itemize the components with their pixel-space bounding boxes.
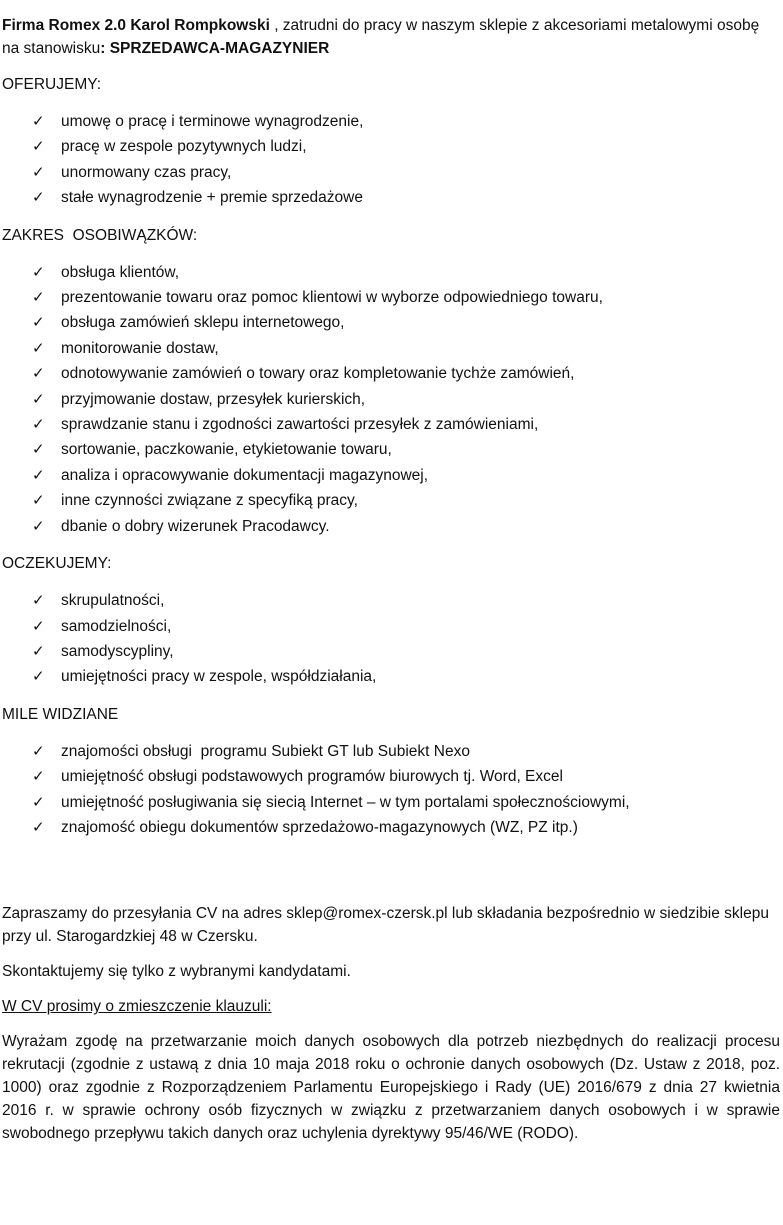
list-item: ✓ sortowanie, paczkowanie, etykietowanie towaru, [2, 437, 780, 462]
offer-list [2, 109, 780, 211]
checkmark-icon: ✓ [32, 641, 45, 660]
checkmark-icon: ✓ [32, 364, 45, 383]
contact-note: Skontaktujemy się tylko z wybranymi kandydatami. [2, 963, 351, 981]
gdpr-clause: Wyrażam zgodę na przetwarzanie moich danych osobowych dla potrzeb niezbędnych do realizacji procesu rekrutacji (zgodnie z ustawą z dnia 10 maja 2018 roku o ochronie danych osobowych (Dz. Ustaw z 2018, poz. 1000) oraz zgodnie z Rozporządzeniem Parlamentu Europejskiego i Rady (UE) 2016/679 z dnia 27 kwietnia 2016 r. w sprawie ochrony osób fizycznych w związku z przetwarzaniem danych osobowych i w sprawie swobodnego przepływu takich danych oraz uchylenia dyrektywy 95/46/WE (RODO). [2, 1033, 780, 1143]
list-item: ✓ znajomości obsługi programu Subiekt GT lub Subiekt Nexo [2, 739, 780, 764]
list-item: ✓ umiejętności pracy w zespole, współdziałania, [2, 664, 780, 689]
checkmark-icon: ✓ [32, 288, 45, 307]
checkmark-icon: ✓ [32, 188, 45, 207]
list-item: ✓ odnotowywanie zamówień o towary oraz kompletowanie tychże zamówień, [2, 361, 780, 386]
list-item: ✓ umowę o pracę i terminowe wynagrodzenie, [2, 109, 780, 134]
list-item: ✓ dbanie o dobry wizerunek Pracodawcy. [2, 514, 780, 539]
blank-space [2, 853, 780, 902]
intro-paragraph [2, 14, 780, 60]
list-item: ✓ przyjmowanie dostaw, przesyłek kurierskich, [2, 387, 780, 412]
list-item: ✓ analiza i opracowywanie dokumentacji magazynowej, [2, 463, 780, 488]
list-item: ✓ obsługa zamówień sklepu internetowego, [2, 310, 780, 335]
list-item: ✓ stałe wynagrodzenie + premie sprzedażowe [2, 185, 780, 210]
checkmark-icon: ✓ [32, 792, 45, 811]
list-item: ✓ skrupulatności, [2, 588, 780, 613]
clause-heading: W CV prosimy o zmieszczenie klauzuli: [2, 998, 272, 1016]
list-item: ✓ monitorowanie dostaw, [2, 336, 780, 361]
checkmark-icon: ✓ [32, 767, 45, 786]
checkmark-icon: ✓ [32, 338, 45, 357]
company-name: Firma Romex 2.0 Karol Rompkowski [2, 17, 270, 34]
checkmark-icon: ✓ [32, 137, 45, 156]
checkmark-icon: ✓ [32, 389, 45, 408]
list-item: ✓ umiejętność posługiwania się siecią Internet – w tym portalami społecznościowymi, [2, 790, 780, 815]
checkmark-icon: ✓ [32, 262, 45, 281]
checkmark-icon: ✓ [32, 313, 45, 332]
section-heading-duties: ZAKRES OSOBIWĄZKÓW: [2, 226, 198, 244]
contact-invitation: Zapraszamy do przesyłania CV na adres sklep@romex-czersk.pl lub składania bezpośrednio w siedzibie sklepu przy ul. Starogardzkiej 48 w Czersku. [2, 905, 769, 946]
section-heading-expectations: OCZEKUJEMY: [2, 555, 112, 573]
intro-text: , zatrudni do pracy w naszym sklepie z akcesoriami metalowymi osobę na stanowisku [2, 17, 760, 57]
list-item: ✓ obsługa klientów, [2, 260, 780, 285]
expectations-list [2, 588, 780, 690]
nice-to-have-list [2, 739, 780, 841]
list-item: ✓ znajomość obiegu dokumentów sprzedażowo-magazynowych (WZ, PZ itp.) [2, 815, 780, 840]
list-item: ✓ prezentowanie towaru oraz pomoc klientowi w wyborze odpowiedniego towaru, [2, 285, 780, 310]
list-item: ✓ pracę w zespole pozytywnych ludzi, [2, 134, 780, 159]
list-item: ✓ unormowany czas pracy, [2, 160, 780, 185]
checkmark-icon: ✓ [32, 516, 45, 535]
checkmark-icon: ✓ [32, 162, 45, 181]
checkmark-icon: ✓ [32, 591, 45, 610]
checkmark-icon: ✓ [32, 491, 45, 510]
list-item: ✓ samodzielności, [2, 614, 780, 639]
list-item: ✓ samodyscypliny, [2, 639, 780, 664]
checkmark-icon: ✓ [32, 440, 45, 459]
checkmark-icon: ✓ [32, 741, 45, 760]
job-offer-document [2, 14, 780, 1145]
list-item: ✓ umiejętność obsługi podstawowych programów biurowych tj. Word, Excel [2, 764, 780, 789]
checkmark-icon: ✓ [32, 817, 45, 836]
checkmark-icon: ✓ [32, 112, 45, 130]
duties-list [2, 260, 780, 539]
list-item: ✓ sprawdzanie stanu i zgodności zawartości przesyłek z zamówieniami, [2, 412, 780, 437]
checkmark-icon: ✓ [32, 415, 45, 434]
section-heading-offer: OFERUJEMY: [2, 76, 102, 93]
job-position: : SPRZEDAWCA-MAGAZYNIER [100, 40, 330, 57]
list-item: ✓ inne czynności związane z specyfiką pracy, [2, 488, 780, 513]
section-heading-nice-to-have: MILE WIDZIANE [2, 705, 119, 723]
checkmark-icon: ✓ [32, 465, 45, 484]
checkmark-icon: ✓ [32, 667, 45, 686]
checkmark-icon: ✓ [32, 616, 45, 635]
